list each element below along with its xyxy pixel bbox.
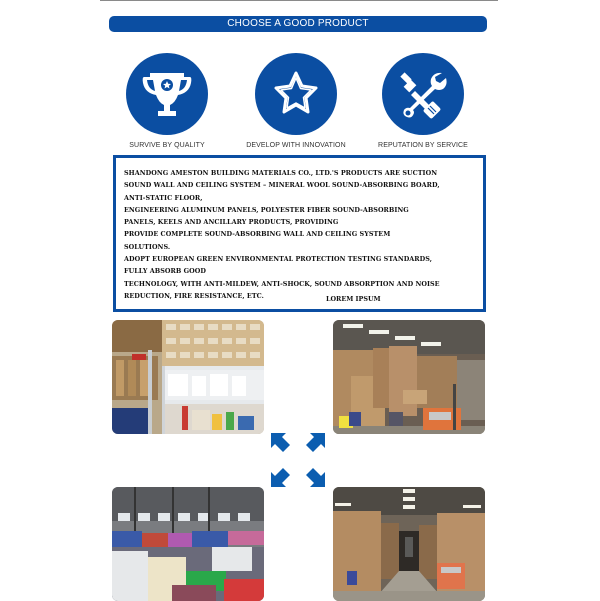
feature-label: REPUTATION BY SERVICE [378,142,468,149]
tools-icon [382,53,464,135]
description-line: SOLUTIONS. [124,242,171,251]
warehouse-aisle-photo [333,487,485,601]
section-banner [109,16,487,32]
description-line: ANTI-STATIC FLOOR, [124,193,203,202]
feature-quality [107,53,227,149]
description-line: PANELS, KEELS AND ANCILLARY PRODUCTS, PROVIDING [124,218,339,227]
description-line: PROVIDE COMPLETE SOUND-ABSORBING WALL AND CEILING SYSTEM [124,230,391,239]
description-line: ENGINEERING ALUMINUM PANELS, POLYESTER FIBER SOUND-ABSORBING [124,205,409,214]
expand-arrows-icon [268,430,328,490]
feature-label: DEVELOP WITH INNOVATION [246,142,346,149]
feature-label: SURVIVE BY QUALITY [129,142,205,149]
warehouse-forklift-photo [333,320,485,434]
trophy-icon [126,53,208,135]
description-text [116,158,483,302]
colored-panels-photo [112,487,264,601]
description-line: TECHNOLOGY, WITH ANTI-MILDEW, ANTI-SHOCK, SOUND ABSORPTION AND NOISE [124,279,440,288]
description-line: SOUND WALL AND CEILING SYSTEM – MINERAL WOOL SOUND-ABSORBING BOARD, [124,181,440,190]
top-divider [100,0,498,1]
signature: LOREM IPSUM [326,295,381,303]
banner-title: CHOOSE A GOOD PRODUCT [227,18,369,29]
warehouse-shelves-photo [112,320,264,434]
description-line: REDUCTION, FIRE RESISTANCE, ETC. [124,291,264,300]
description-line: SHANDONG AMESTON BUILDING MATERIALS CO., LTD.'S PRODUCTS ARE SUCTION [124,169,438,177]
feature-innovation [236,53,356,149]
star-icon [255,53,337,135]
description-line: FULLY ABSORB GOOD [124,267,206,276]
description-box [113,155,486,312]
description-line: ADOPT EUROPEAN GREEN ENVIRONMENTAL PROTECTION TESTING STANDARDS, [124,255,432,264]
feature-service [363,53,483,149]
